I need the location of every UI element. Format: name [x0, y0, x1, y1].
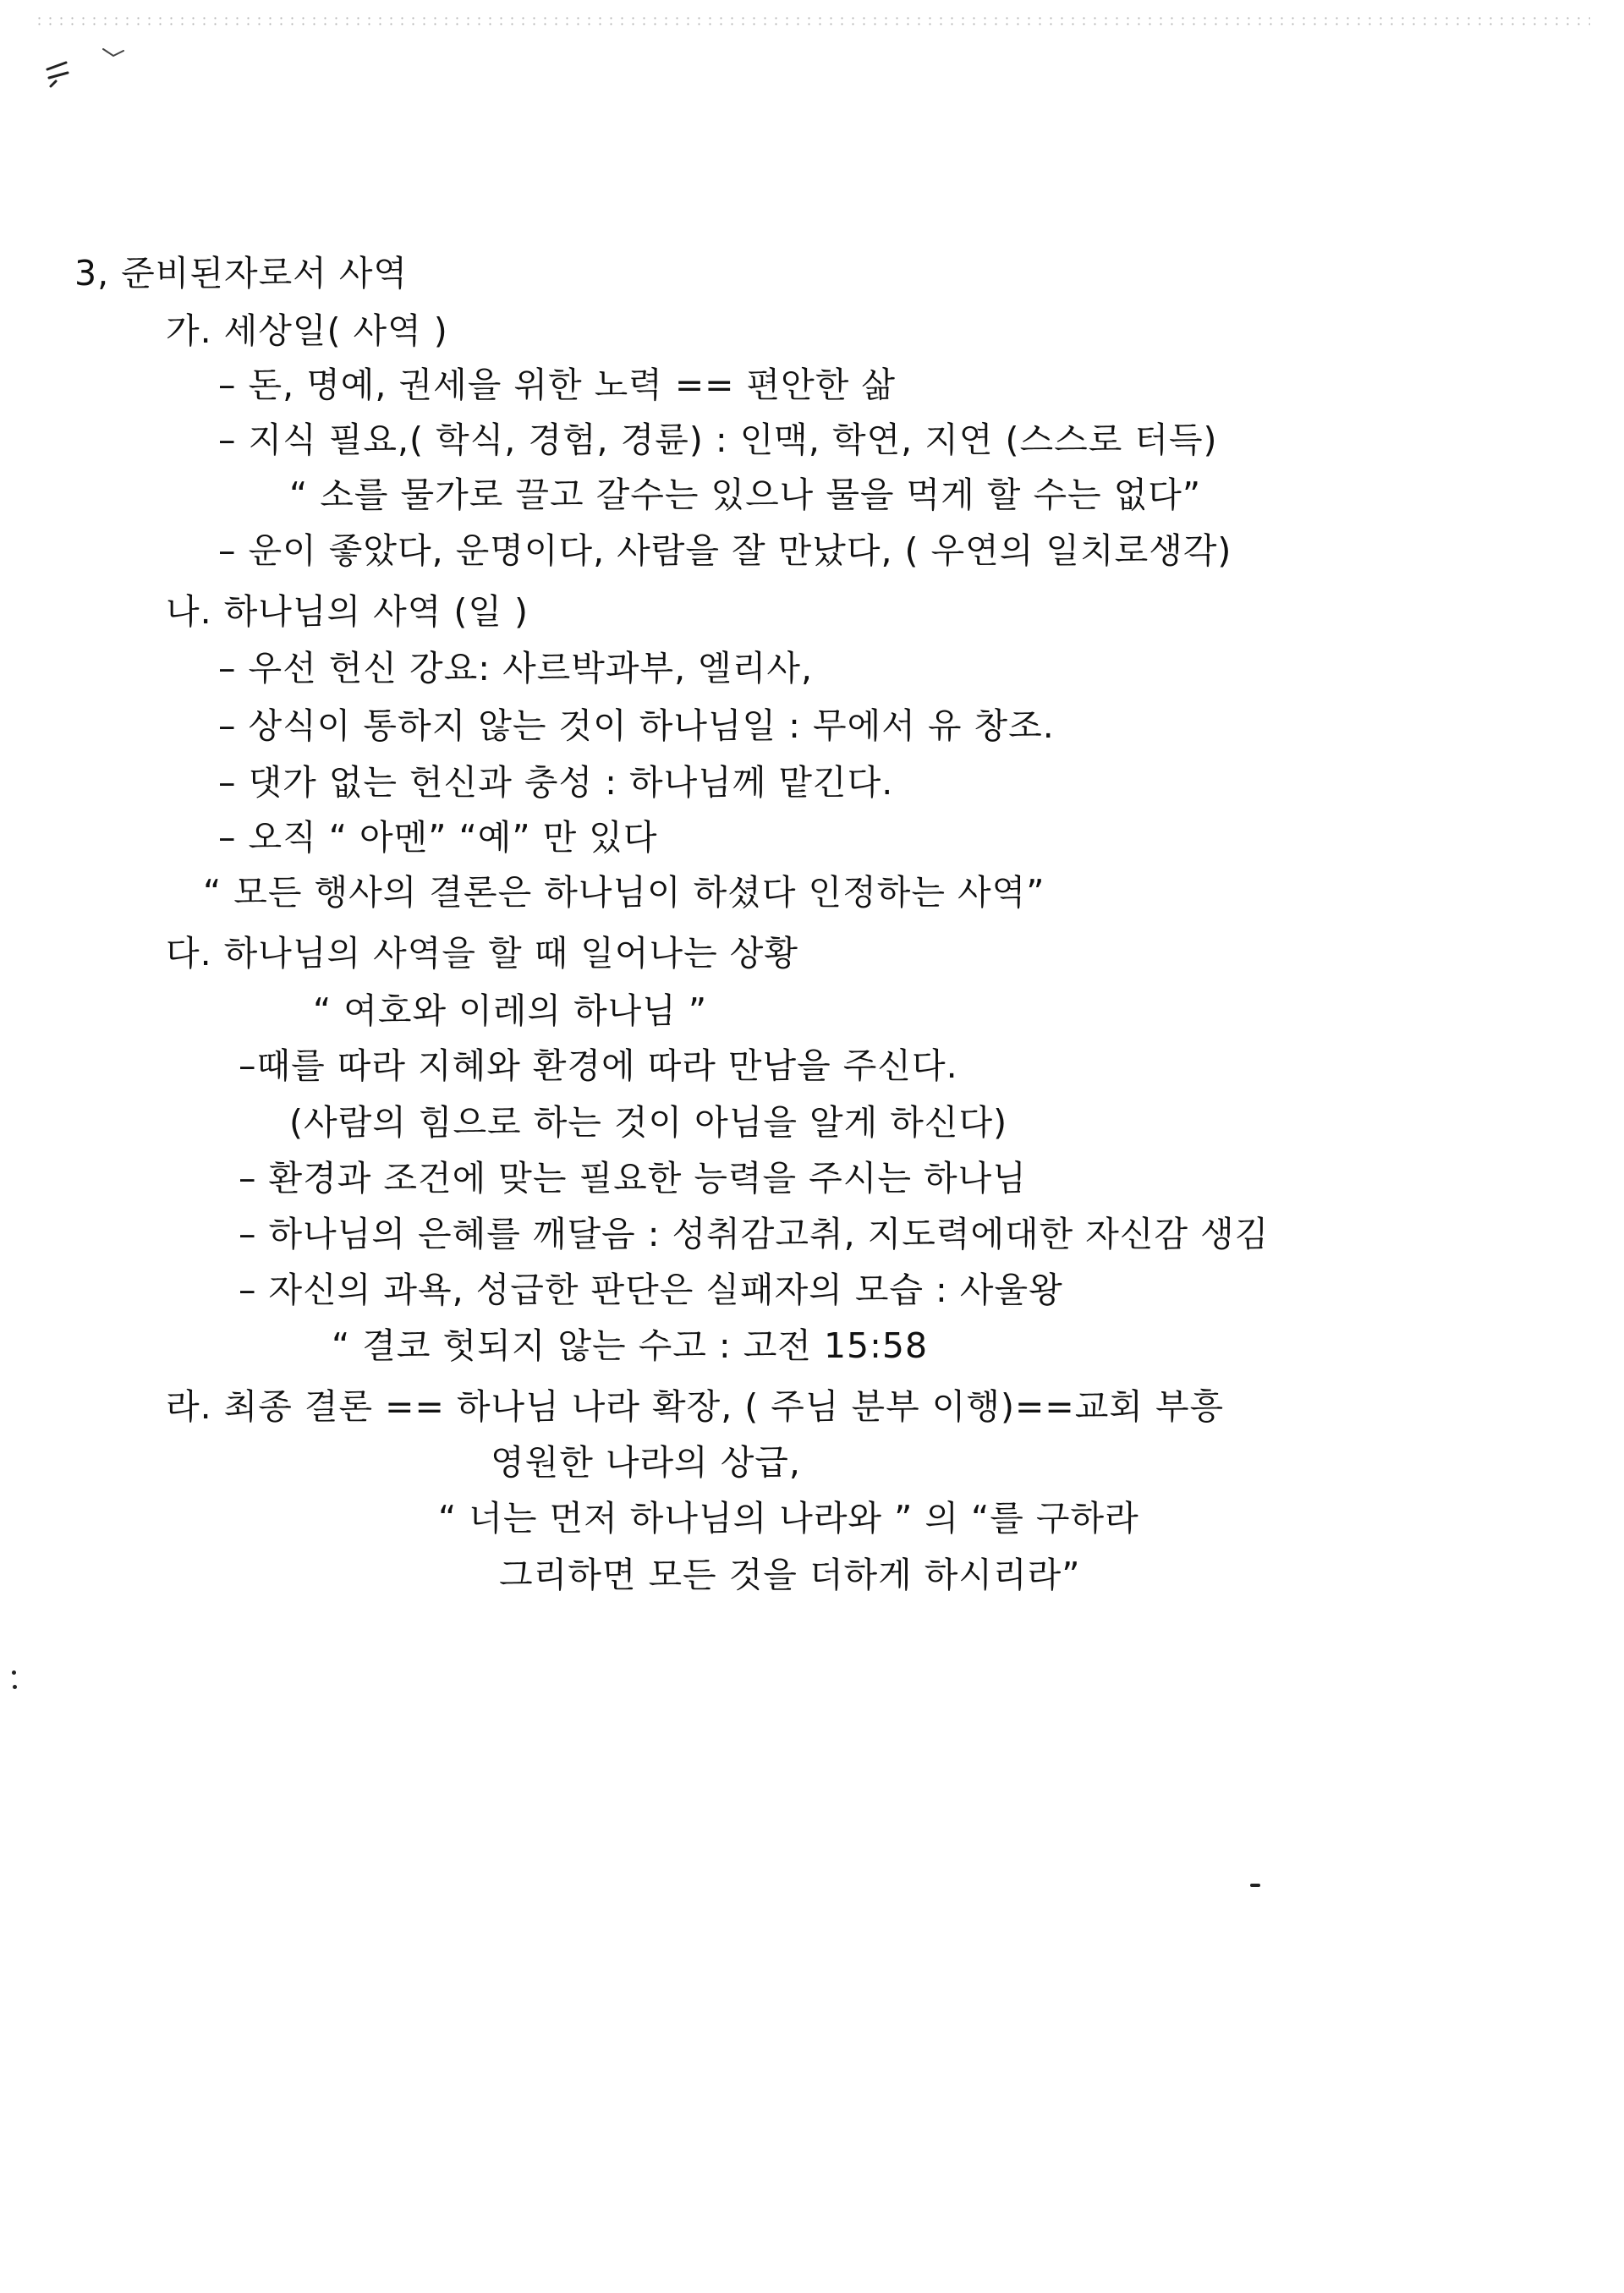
- list-item: – 오직 “ 아멘” “예” 만 있다: [218, 817, 658, 858]
- subsection-na: 나. 하나님의 사역 (일 ): [166, 591, 529, 632]
- quote-line: “ 결코 헛되지 않는 수고 : 고전 15:58: [332, 1325, 929, 1366]
- subsection-ga: 가. 세상일( 사역 ): [166, 310, 448, 351]
- speck-mark: [13, 1685, 17, 1689]
- conclusion-line: 영원한 나라의 상급,: [491, 1442, 801, 1483]
- speck-mark: [12, 1670, 16, 1675]
- speck-mark: [1250, 1884, 1260, 1887]
- list-item: – 자신의 과욕, 성급한 판단은 실패자의 모습 : 사울왕: [239, 1270, 1063, 1310]
- list-item: –때를 따라 지혜와 환경에 따라 만남을 주신다.: [239, 1045, 958, 1086]
- list-item: – 돈, 명예, 권세을 위한 노력 == 편안한 삶: [218, 365, 897, 405]
- list-item: – 지식 필요,( 학식, 경험, 경륜) : 인맥, 학연, 지연 (스스로 터득): [218, 420, 1218, 460]
- list-item-note: (사람의 힘으로 하는 것이 아님을 알게 하신다): [289, 1102, 1008, 1143]
- corner-scribble-icon: [44, 44, 145, 95]
- list-item: – 운이 좋았다, 운명이다, 사람을 잘 만났다, ( 우연의 일치로생각): [218, 530, 1232, 571]
- quote-line: “ 여호와 이레의 하나님 ”: [313, 990, 708, 1031]
- list-item: – 하나님의 은혜를 깨달음 : 성취감고취, 지도력에대한 자신감 생김: [239, 1214, 1270, 1254]
- list-item: – 환경과 조건에 맞는 필요한 능력을 주시는 하나님: [239, 1158, 1027, 1199]
- quote-line: “ 너는 먼저 하나님의 나라와 ” 의 “를 구하라: [438, 1498, 1139, 1539]
- subsection-da: 다. 하나님의 사역을 할 때 일어나는 상황: [166, 933, 798, 974]
- list-item: – 댓가 없는 헌신과 충성 : 하나님께 맡긴다.: [218, 762, 894, 803]
- quote-line: 그리하면 모든 것을 더하게 하시리라”: [499, 1555, 1081, 1595]
- list-item: – 우선 헌신 강요: 사르박과부, 엘리사,: [218, 648, 814, 688]
- quote-line: “ 모든 행사의 결론은 하나님이 하셨다 인정하는 사역”: [203, 872, 1045, 913]
- scan-noise-top: [34, 15, 1590, 27]
- list-item: – 상식이 통하지 않는 것이 하나님일 : 무에서 유 창조.: [218, 705, 1055, 746]
- subsection-ra: 라. 최종 결론 == 하나님 나라 확장, ( 주님 분부 이행)==교회 부흥: [166, 1386, 1225, 1427]
- quote-line: “ 소를 물가로 끌고 갈수는 있으나 물을 먹게 할 수는 없다”: [289, 475, 1202, 515]
- section-heading: 3, 준비된자로서 사역: [74, 253, 409, 293]
